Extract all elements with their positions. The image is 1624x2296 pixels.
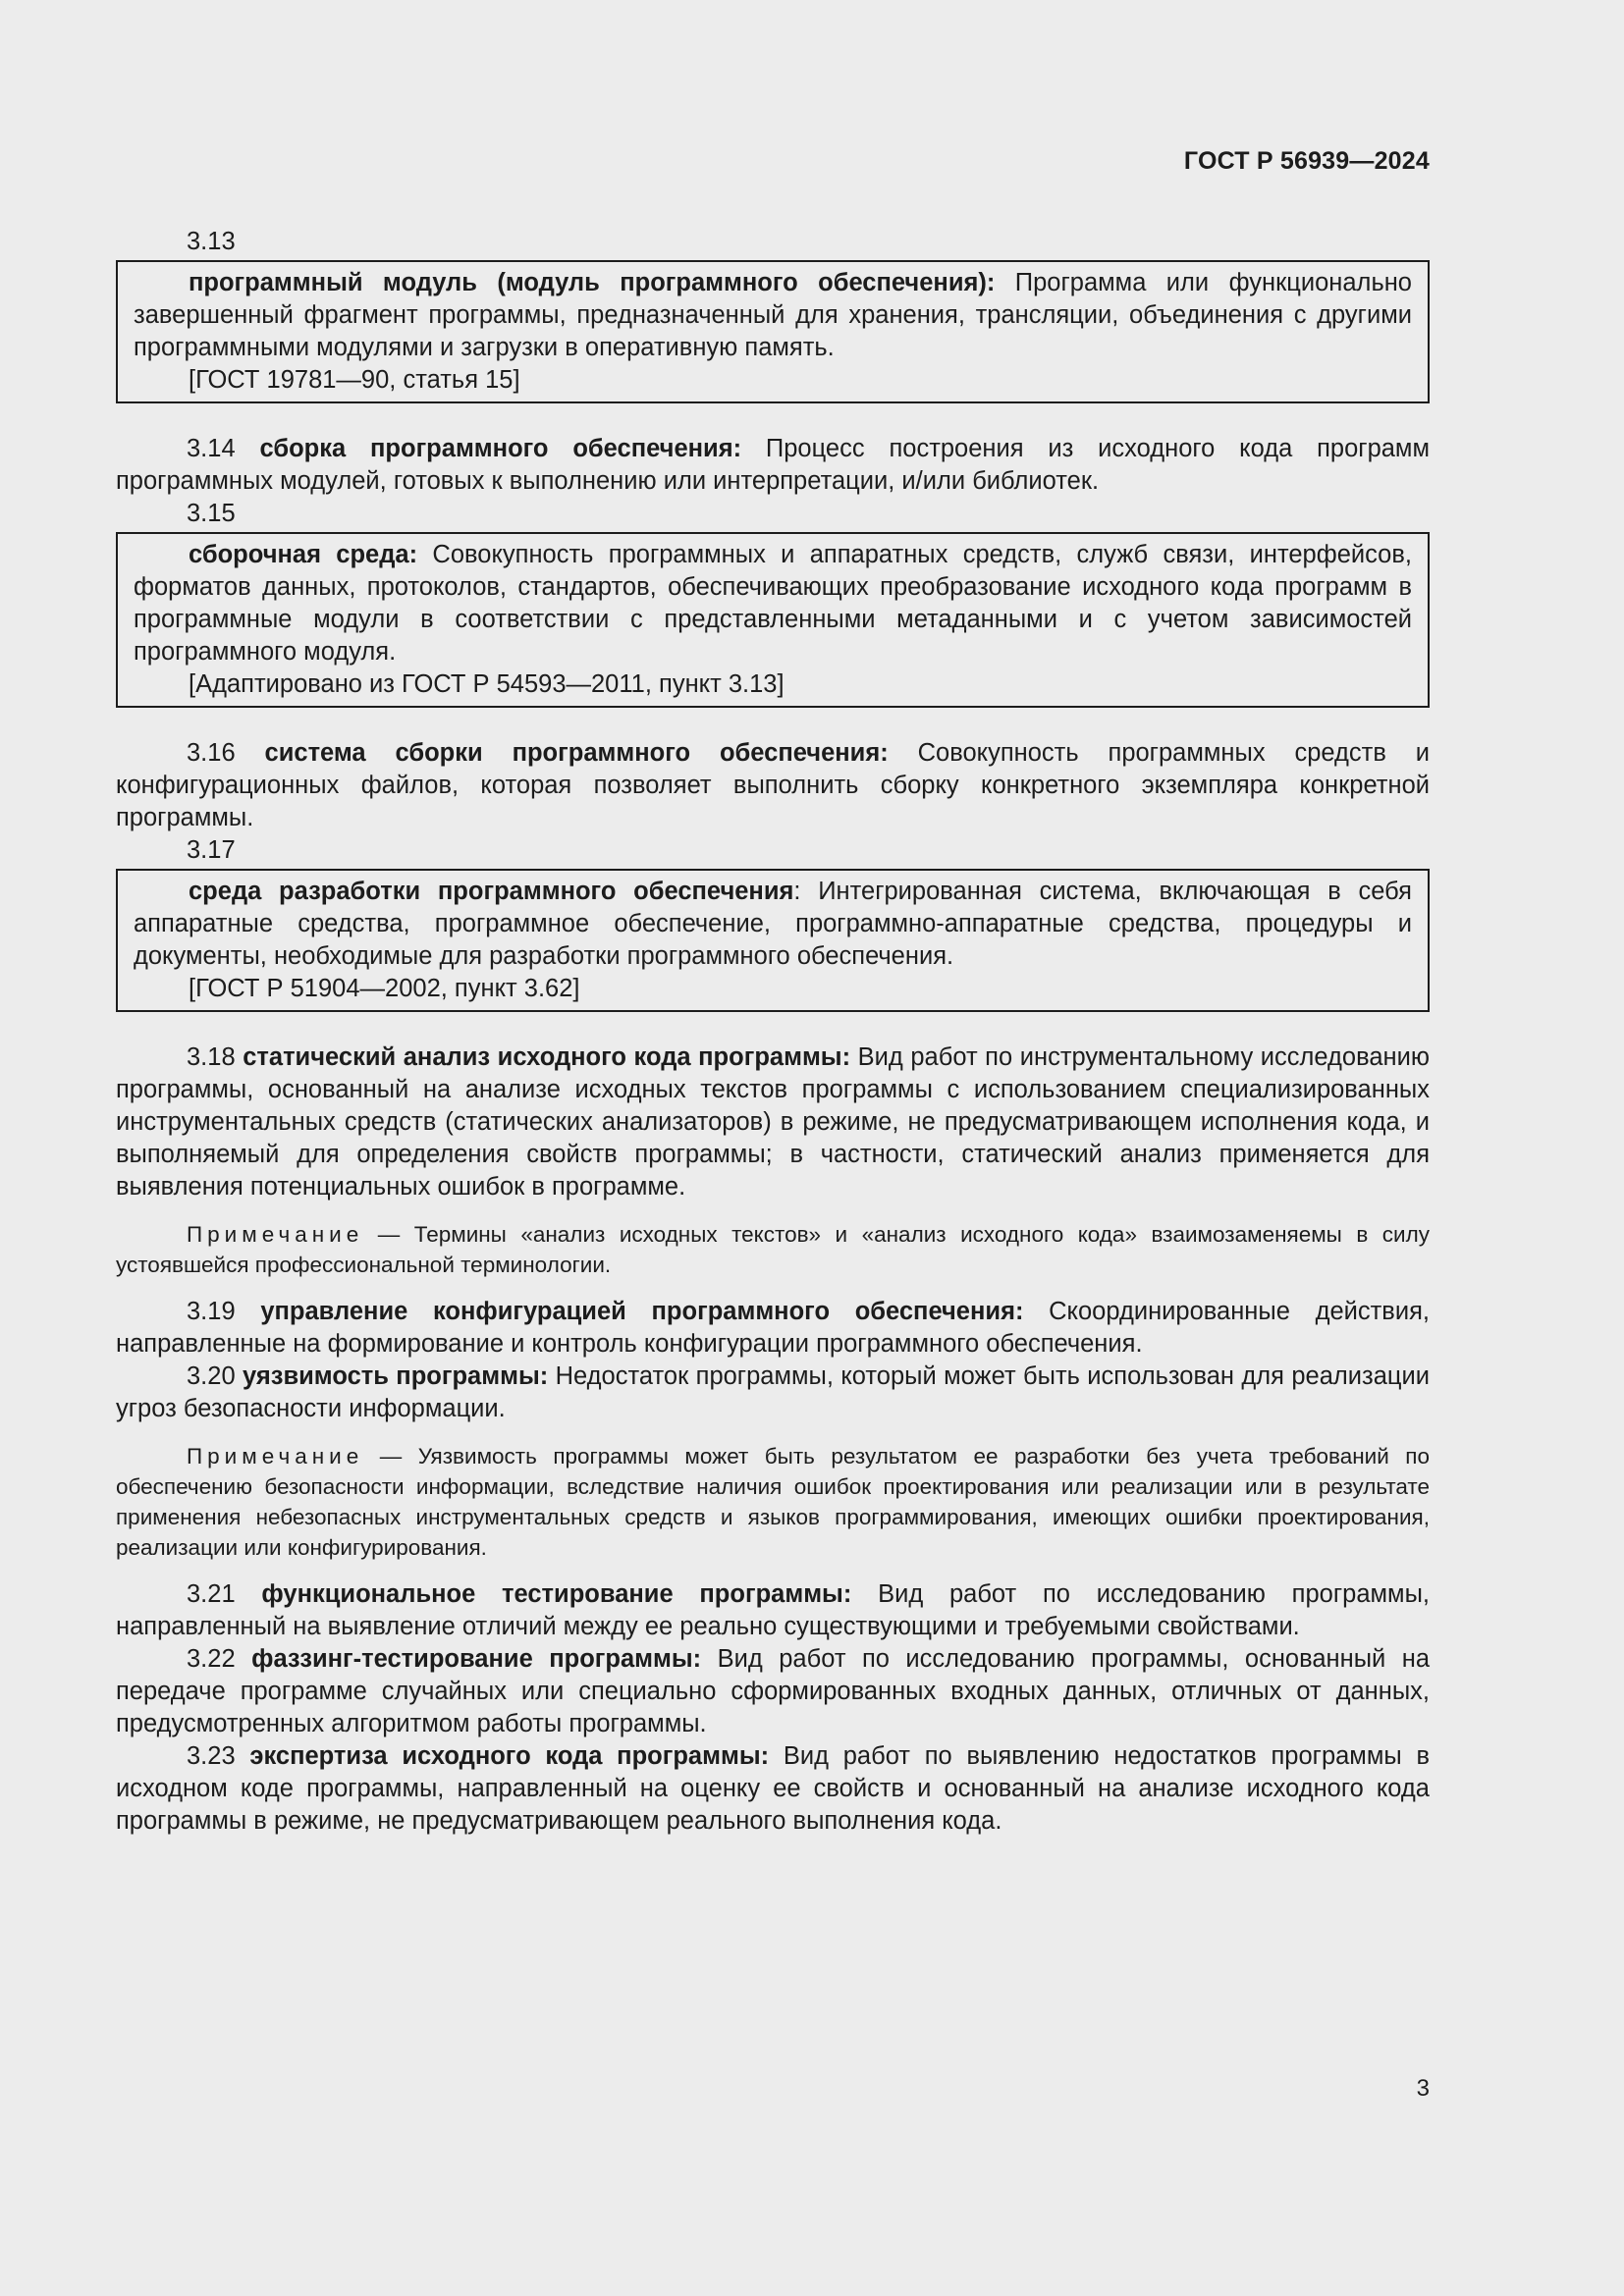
term-definition: Вид работ по инструментальному исследованию программы, основанный на анализе исходных текстов программы с использованием специализированных инструментальных средств (статических анализаторов) в режиме, не предусматривающем исполнения кода, и выполняемый для определения свойств программы; в частности, статический анализ применяется для выявления потенциальных ошибок в программе. [116, 1043, 1430, 1201]
term-title: система сборки программного обеспечения: [264, 739, 889, 767]
definition-paragraph [134, 876, 1412, 973]
note-text: — Термины «анализ исходных текстов» и «анализ исходного кода» взаимозаменяемы в силу устоявшейся профессиональной терминологии. [116, 1222, 1430, 1277]
document-header-id: ГОСТ Р 56939—2024 [1183, 147, 1430, 175]
term-definition: Вид работ по выявлению недостатков программы в исходном коде программы, направленный на оценку ее свойств и основанный на анализе исходного кода программы в режиме, не предусматривающем реального выполнения кода. [116, 1742, 1430, 1835]
definition-box [116, 532, 1430, 708]
entry-number: 3.14 [187, 435, 236, 462]
entry-number: 3.22 [187, 1645, 236, 1673]
definition-paragraph [116, 737, 1430, 834]
note-text: — Уязвимость программы может быть результатом ее разработки без учета требований по обеспечению безопасности информации, вследствие наличия ошибок проектирования или реализации или в результате применения небезопасных инструментальных средств и языков программирования, имеющих ошибки проектирования, реализации или конфигурирования. [116, 1444, 1430, 1560]
term-definition: Совокупность программных и аппаратных средств, служб связи, интерфейсов, форматов данных, протоколов, стандартов, обеспечивающих преобразование исходного кода программ в программные модули в соответствии с представленными метаданными и с учетом зависимостей программного модуля. [134, 541, 1412, 666]
definition-paragraph [116, 1643, 1430, 1740]
source-reference: [ГОСТ 19781—90, статья 15] [189, 366, 520, 394]
note-label: Примечание [187, 1444, 364, 1468]
entry-number: 3.23 [187, 1742, 236, 1770]
term-title: сборка программного обеспечения: [259, 435, 742, 462]
definition-paragraph [134, 267, 1412, 364]
entry-number: 3.18 [187, 1043, 236, 1071]
definition-paragraph [134, 539, 1412, 668]
term-definition: Программа или функционально завершенный фрагмент программы, предназначенный для хранения, трансляции, объединения с другими программными модулями и загрузки в оперативную память. [134, 269, 1412, 361]
entry-number: 3.20 [187, 1362, 236, 1390]
term-title: уязвимость программы: [243, 1362, 549, 1390]
page-number: 3 [1416, 2075, 1430, 2102]
definition-paragraph [116, 433, 1430, 498]
entry-number: 3.15 [187, 500, 236, 527]
entry-number: 3.19 [187, 1298, 236, 1325]
term-definition: Недостаток программы, который может быть использован для реализации угроз безопасности информации. [116, 1362, 1431, 1422]
definition-paragraph [116, 1578, 1430, 1643]
term-title: сборочная среда: [189, 541, 418, 568]
source-reference: [ГОСТ Р 51904—2002, пункт 3.62] [189, 975, 580, 1002]
note-paragraph [116, 1219, 1430, 1280]
note-paragraph [116, 1441, 1430, 1563]
term-title: статический анализ исходного кода программы: [243, 1043, 851, 1071]
term-definition: Вид работ по исследованию программы, основанный на передаче программе случайных или специально сформированных входных данных, отличных от данных, предусмотренных алгоритмом работы программы. [116, 1645, 1431, 1737]
term-title: управление конфигурацией программного обеспечения: [260, 1298, 1024, 1325]
term-definition: Совокупность программных средств и конфигурационных файлов, которая позволяет выполнить сборку конкретного экземпляра конкретной программы. [116, 739, 1431, 831]
entry-number: 3.17 [187, 836, 236, 864]
note-label: Примечание [187, 1222, 364, 1247]
term-title: программный модуль (модуль программного обеспечения): [189, 269, 996, 296]
entry-number: 3.21 [187, 1580, 236, 1608]
term-title: функциональное тестирование программы: [261, 1580, 852, 1608]
term-title: экспертиза исходного кода программы: [249, 1742, 770, 1770]
source-reference: [Адаптировано из ГОСТ Р 54593—2011, пункт 3.13] [189, 670, 785, 698]
definition-paragraph [116, 1361, 1430, 1425]
definition-paragraph [116, 1740, 1430, 1838]
term-definition: Процесс построения из исходного кода программ программных модулей, готовых к выполнению или интерпретации, и/или библиотек. [116, 435, 1430, 495]
entry-number: 3.13 [187, 228, 236, 255]
term-definition: Вид работ по исследованию программы, направленный на выявление отличий между ее реально существующими и требуемыми свойствами. [116, 1580, 1430, 1640]
term-definition: Скоординированные действия, направленные на формирование и контроль конфигурации программного обеспечения. [116, 1298, 1430, 1358]
term-title: среда разработки программного обеспечения [189, 878, 794, 905]
definition-box [116, 260, 1430, 403]
definition-paragraph [116, 1041, 1430, 1203]
document-body [116, 226, 1430, 1838]
term-title: фаззинг-тестирование программы: [251, 1645, 702, 1673]
entry-number: 3.16 [187, 739, 236, 767]
term-definition: : Интегрированная система, включающая в себя аппаратные средства, программное обеспечение, программно-аппаратные средства, процедуры и документы, необходимые для разработки программного обеспечения. [134, 878, 1412, 970]
definition-paragraph [116, 1296, 1430, 1361]
definition-box [116, 869, 1430, 1012]
